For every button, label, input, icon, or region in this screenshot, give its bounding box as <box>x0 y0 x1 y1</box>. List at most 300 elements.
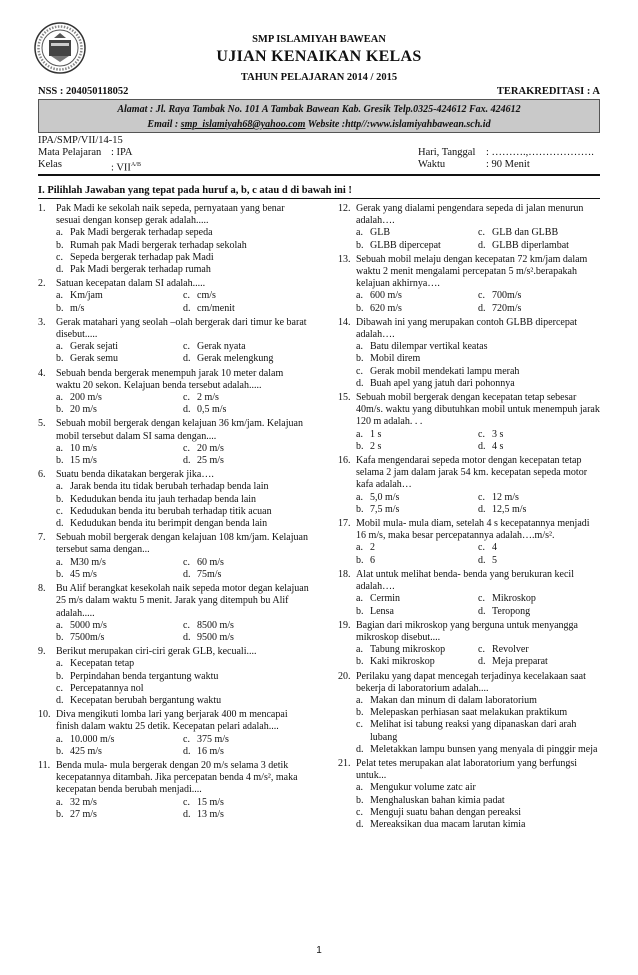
answer-option[interactable] <box>356 656 478 668</box>
answer-option[interactable] <box>338 807 600 819</box>
answer-option[interactable] <box>478 606 600 618</box>
option-letter: a. <box>56 442 63 454</box>
option-letter: b. <box>356 440 364 452</box>
option-letter: a. <box>356 542 363 554</box>
option-text: GLB dan GLBB <box>492 227 559 239</box>
question-item <box>338 203 600 252</box>
option-letter: b. <box>356 605 364 617</box>
question-text: Berikut merupakan ciri-ciri gerak GLB, kecuali.... <box>56 646 257 658</box>
answer-option[interactable] <box>356 644 478 656</box>
answer-option[interactable] <box>356 290 478 302</box>
answer-option[interactable] <box>183 303 310 315</box>
question-item <box>338 254 600 315</box>
answer-option[interactable] <box>56 734 183 746</box>
option-letter: a. <box>356 341 363 353</box>
question-line <box>338 620 600 644</box>
option-letter: c. <box>478 542 485 554</box>
question-number: 11. <box>38 759 51 771</box>
question-item <box>338 758 600 831</box>
option-text: 0,5 m/s <box>197 404 227 416</box>
option-row <box>38 404 310 416</box>
option-row <box>38 443 310 455</box>
question-number: 12. <box>338 203 351 214</box>
option-letter: d. <box>356 743 364 755</box>
option-text: GLBB dipercepat <box>370 239 441 251</box>
option-text: 13 m/s <box>197 808 224 820</box>
answer-option[interactable] <box>183 734 310 746</box>
option-letter: b. <box>56 493 64 505</box>
answer-option[interactable] <box>38 506 310 518</box>
answer-option[interactable] <box>38 252 310 264</box>
question-number: 16. <box>338 455 351 467</box>
option-text: 720m/s <box>492 302 522 314</box>
option-row <box>38 353 310 365</box>
answer-option[interactable] <box>356 606 478 618</box>
option-text: 15 m/s <box>197 796 224 808</box>
question-item <box>38 278 310 315</box>
question-line <box>38 368 310 392</box>
answer-option[interactable] <box>183 455 310 467</box>
option-text: 12 m/s <box>492 491 519 503</box>
option-text: Lensa <box>370 605 394 617</box>
answer-option[interactable] <box>478 656 600 668</box>
question-number: 13. <box>338 253 351 265</box>
option-text: 620 m/s <box>370 302 402 314</box>
answer-option[interactable] <box>356 227 478 239</box>
option-row <box>38 569 310 581</box>
question-number: 6. <box>38 469 46 481</box>
option-text: 375 m/s <box>197 733 229 745</box>
question-item <box>338 455 600 516</box>
answer-option[interactable] <box>338 378 600 390</box>
accreditation: TERAKREDITASI : A <box>496 86 600 97</box>
answer-option[interactable] <box>478 290 600 302</box>
option-text: 45 m/s <box>70 568 97 580</box>
option-text: Revolver <box>492 644 529 656</box>
option-text: Kedudukan benda itu jauh terhadap benda lain <box>70 493 257 505</box>
answer-option[interactable] <box>56 443 183 455</box>
answer-option[interactable] <box>38 227 310 239</box>
option-text: 8500 m/s <box>197 619 234 631</box>
question-text: Pak Madi ke sekolah naik sepeda, pernyataan yang benar sesuai dengan konsep gerak adalah..... <box>56 203 285 227</box>
option-text: 4 <box>492 542 497 554</box>
answer-option[interactable] <box>38 264 310 276</box>
option-letter: c. <box>478 593 485 605</box>
option-letter: a. <box>56 481 63 493</box>
answer-option[interactable] <box>183 746 310 758</box>
option-letter: b. <box>56 568 64 580</box>
subject-label: Mata Pelajaran <box>38 147 102 158</box>
answer-option[interactable] <box>338 795 600 807</box>
answer-option[interactable] <box>56 797 183 809</box>
page-number: 1 <box>316 945 322 956</box>
answer-option[interactable] <box>478 555 600 567</box>
option-letter: a. <box>356 694 363 706</box>
question-number: 7. <box>38 532 46 544</box>
question-line <box>338 671 600 695</box>
answer-option[interactable] <box>56 746 183 758</box>
answer-option[interactable] <box>356 441 478 453</box>
option-row <box>338 542 600 554</box>
option-text: 75m/s <box>197 568 222 580</box>
option-text: Mikroskop <box>492 593 536 605</box>
option-text: 10.000 m/s <box>70 733 115 745</box>
answer-option[interactable] <box>338 366 600 378</box>
option-letter: c. <box>56 682 63 694</box>
answer-option[interactable] <box>478 593 600 605</box>
answer-option[interactable] <box>356 303 478 315</box>
option-letter: a. <box>56 796 63 808</box>
option-row <box>38 303 310 315</box>
answer-option[interactable] <box>56 455 183 467</box>
option-letter: c. <box>356 365 363 377</box>
option-text: cm/menit <box>197 302 235 314</box>
option-text: Sepeda bergerak terhadap pak Madi <box>70 251 214 263</box>
option-letter: b. <box>356 656 364 668</box>
option-row <box>38 620 310 632</box>
answer-option[interactable] <box>183 569 310 581</box>
instruction: I. Pilihlah Jawaban yang tepat pada huruf a, b, c atau d di bawah ini ! <box>38 185 352 196</box>
option-text: 5,0 m/s <box>370 491 400 503</box>
option-letter: d. <box>183 353 191 365</box>
answer-option[interactable] <box>56 404 183 416</box>
class-value: : VII <box>111 162 131 174</box>
option-letter: c. <box>183 392 190 404</box>
option-row <box>338 555 600 567</box>
answer-option[interactable] <box>183 797 310 809</box>
option-text: 3 s <box>492 428 504 440</box>
option-text: Gerak semu <box>70 353 119 365</box>
option-letter: b. <box>56 631 64 643</box>
option-text: Mereaksikan dua macam larutan kimia <box>370 818 526 830</box>
answer-option[interactable] <box>38 683 310 695</box>
answer-option[interactable] <box>338 782 600 794</box>
option-row <box>38 734 310 746</box>
question-text: Sebuah benda bergerak menempuh jarak 10 meter dalam waktu 20 sekon. Kelajuan benda tersebut adalah..... <box>56 367 284 391</box>
question-number: 8. <box>38 583 46 595</box>
answer-option[interactable] <box>38 481 310 493</box>
question-text: Benda mula- mula bergerak dengan 20 m/s selama 3 detik kecepatannya ditambah. Jika percepatan benda 4 m/s², maka kecepatan benda berubah menjadi.... <box>56 759 298 796</box>
answer-option[interactable] <box>183 392 310 404</box>
option-row <box>338 644 600 656</box>
option-row <box>338 240 600 252</box>
question-item <box>38 317 310 366</box>
question-text: Pelat tetes merupakan alat laboratorium yang berfungsi untuk... <box>356 757 578 782</box>
option-text: 700m/s <box>492 290 522 302</box>
option-text: Kedudukan benda itu berubah terhadap titik acuan <box>70 505 272 517</box>
question-text: Suatu benda dikatakan bergerak jika…. <box>56 469 214 481</box>
answer-option[interactable] <box>56 290 183 302</box>
question-item <box>38 368 310 417</box>
question-line <box>38 532 310 556</box>
question-number: 10. <box>38 709 51 721</box>
answer-option[interactable] <box>356 429 478 441</box>
date-label: Hari, Tanggal <box>418 147 476 158</box>
option-text: 60 m/s <box>197 556 224 568</box>
question-item <box>38 532 310 581</box>
option-letter: c. <box>183 442 190 454</box>
question-item <box>38 418 310 467</box>
answer-option[interactable] <box>356 240 478 252</box>
answer-option[interactable] <box>183 353 310 365</box>
answer-option[interactable] <box>183 620 310 632</box>
answer-option[interactable] <box>338 744 600 756</box>
answer-option[interactable] <box>338 695 600 707</box>
question-item <box>338 317 600 390</box>
option-row <box>38 632 310 644</box>
option-letter: d. <box>478 605 486 617</box>
answer-option[interactable] <box>183 557 310 569</box>
answer-option[interactable] <box>56 303 183 315</box>
academic-year: TAHUN PELAJARAN 2014 / 2015 <box>240 72 398 83</box>
answer-option[interactable] <box>56 809 183 821</box>
question-number: 21. <box>338 757 351 769</box>
answer-option[interactable] <box>478 240 600 252</box>
answer-option[interactable] <box>478 504 600 516</box>
question-text: Satuan kecepatan dalam SI adalah..... <box>56 278 206 290</box>
question-number: 20. <box>338 670 351 682</box>
question-item <box>38 646 310 707</box>
option-letter: d. <box>183 745 191 757</box>
answer-option[interactable] <box>56 632 183 644</box>
question-number: 9. <box>38 646 46 658</box>
question-text: Mobil mula- mula diam, setelah 4 s kecepatannya menjadi 16 m/s, maka besar percepatannya adalah….m/s². <box>356 518 590 542</box>
subject-value: : IPA <box>111 147 133 158</box>
question-item <box>38 760 310 821</box>
option-letter: b. <box>356 302 364 314</box>
option-letter: c. <box>56 505 63 517</box>
option-letter: a. <box>56 227 63 239</box>
option-text: GLBB diperlambat <box>492 239 569 251</box>
answer-option[interactable] <box>38 658 310 670</box>
answer-option[interactable] <box>56 341 183 353</box>
question-item <box>38 469 310 530</box>
question-item <box>38 583 310 644</box>
question-line <box>38 203 310 227</box>
option-letter: d. <box>183 808 191 820</box>
answer-option[interactable] <box>356 593 478 605</box>
option-row <box>38 797 310 809</box>
answer-option[interactable] <box>183 404 310 416</box>
option-letter: a. <box>56 658 63 670</box>
option-text: 4 s <box>492 440 504 452</box>
option-text: Melihat isi tabung reaksi yang dipanaskan dari arah lubang <box>370 719 577 743</box>
option-text: Kecepatan berubah bergantung waktu <box>70 694 222 706</box>
option-text: Pak Madi bergerak terhadap sepeda <box>70 227 213 239</box>
question-text: Kafa mengendarai sepeda motor dengan kecepatan tetap selama 2 jam dalam jarak 54 km. kecepatan sepeda motor kafa adalah… <box>356 455 588 491</box>
option-row <box>38 455 310 467</box>
answer-option[interactable] <box>38 240 310 252</box>
option-text: 20 m/s <box>70 404 97 416</box>
answer-option[interactable] <box>38 494 310 506</box>
question-line <box>38 709 310 733</box>
question-text: Bu Alif berangkat kesekolah naik sepeda motor degan kelajuan 25 m/s dalam waktu 5 menit. Jarak yang ditempuh bu Alif adalah..... <box>56 583 309 619</box>
option-letter: d. <box>183 568 191 580</box>
option-letter: c. <box>56 251 63 263</box>
answer-option[interactable] <box>478 492 600 504</box>
answer-option[interactable] <box>183 632 310 644</box>
question-line <box>38 418 310 442</box>
option-letter: b. <box>56 808 64 820</box>
question-text: Diva mengikuti lomba lari yang berjarak 400 m mencapai finish dalam waktu 25 detik. Kecepatan pelari adalah.... <box>56 709 288 733</box>
option-row <box>38 341 310 353</box>
email-link[interactable]: smp_islamiyah68@yahoo.com <box>180 119 306 130</box>
option-text: 2 <box>370 542 375 554</box>
option-letter: a. <box>56 341 63 353</box>
option-text: Teropong <box>492 605 531 617</box>
address-box <box>38 99 600 133</box>
answer-option[interactable] <box>183 341 310 353</box>
option-text: Menghaluskan bahan kimia padat <box>370 794 505 806</box>
option-text: Tabung mikroskop <box>370 644 446 656</box>
answer-option[interactable] <box>356 504 478 516</box>
option-text: Mengukur volume zatc air <box>370 782 476 794</box>
answer-option[interactable] <box>183 809 310 821</box>
option-letter: c. <box>478 428 485 440</box>
answer-option[interactable] <box>56 353 183 365</box>
answer-option[interactable] <box>38 518 310 530</box>
question-line <box>338 455 600 492</box>
answer-option[interactable] <box>478 441 600 453</box>
address-line: Alamat : Jl. Raya Tambak No. 101 A Tambak Bawean Kab. Gresik Telp.0325-424612 Fax. 424612 <box>117 104 521 115</box>
option-text: Meja preparat <box>492 656 548 668</box>
questions-left-column <box>38 203 310 821</box>
class-sup: A/B <box>130 162 141 168</box>
option-letter: b. <box>56 353 64 365</box>
option-row <box>338 606 600 618</box>
answer-option[interactable] <box>183 290 310 302</box>
option-letter: d. <box>56 264 64 276</box>
option-letter: b. <box>56 302 64 314</box>
answer-option[interactable] <box>356 555 478 567</box>
answer-option[interactable] <box>338 353 600 365</box>
answer-option[interactable] <box>478 644 600 656</box>
option-row <box>338 441 600 453</box>
question-item <box>38 709 310 758</box>
answer-option[interactable] <box>338 707 600 719</box>
option-text: m/s <box>70 302 85 314</box>
option-text: Jarak benda itu tidak berubah terhadap benda lain <box>70 481 269 493</box>
option-letter: a. <box>56 733 63 745</box>
option-letter: b. <box>356 353 364 365</box>
option-text: Gerak mobil mendekati lampu merah <box>370 365 520 377</box>
option-letter: b. <box>356 503 364 515</box>
question-line <box>38 278 310 290</box>
option-text: Meletakkan lampu bunsen yang menyala di pinggir meja <box>370 743 598 755</box>
answer-option[interactable] <box>478 227 600 239</box>
option-letter: a. <box>356 491 363 503</box>
option-letter: b. <box>356 794 364 806</box>
option-text: 10 m/s <box>70 442 97 454</box>
option-letter: d. <box>183 631 191 643</box>
class-field <box>111 159 141 175</box>
option-text: Km/jam <box>70 290 103 302</box>
option-text: 32 m/s <box>70 796 97 808</box>
answer-option[interactable] <box>478 303 600 315</box>
option-letter: d. <box>183 404 191 416</box>
question-item <box>338 620 600 669</box>
option-letter: c. <box>183 733 190 745</box>
option-text: 5000 m/s <box>70 619 107 631</box>
question-number: 4. <box>38 367 46 379</box>
question-line <box>338 254 600 291</box>
answer-option[interactable] <box>338 341 600 353</box>
option-text: Rumah pak Madi bergerak terhadap sekolah <box>70 239 247 251</box>
option-letter: b. <box>356 554 364 566</box>
option-text: 9500 m/s <box>197 631 234 643</box>
answer-option[interactable] <box>338 819 600 831</box>
answer-option[interactable] <box>56 392 183 404</box>
option-letter: b. <box>56 745 64 757</box>
option-text: 7,5 m/s <box>370 503 400 515</box>
exam-code: IPA/SMP/VII/14-15 <box>38 135 123 146</box>
option-text: Batu dilempar vertikal keatas <box>370 341 488 353</box>
option-text: 16 m/s <box>197 745 224 757</box>
option-row <box>338 593 600 605</box>
question-number: 1. <box>38 203 46 214</box>
option-letter: c. <box>183 619 190 631</box>
time-label: Waktu <box>418 159 446 170</box>
option-text: 6 <box>370 554 375 566</box>
option-letter: b. <box>56 455 64 467</box>
option-text: 27 m/s <box>70 808 97 820</box>
option-text: Makan dan minum di dalam laboratorium <box>370 694 537 706</box>
question-item <box>338 671 600 756</box>
option-letter: d. <box>478 503 486 515</box>
instruction-rule <box>38 198 600 199</box>
school-name: SMP ISLAMIYAH BAWEAN <box>252 34 386 45</box>
option-text: 12,5 m/s <box>492 503 527 515</box>
answer-option[interactable] <box>56 620 183 632</box>
option-letter: d. <box>478 656 486 668</box>
question-text: Perilaku yang dapat mencegah terjadinya kecelakaan saat bekerja di laboratorium adalah.... <box>356 670 586 694</box>
question-number: 15. <box>338 392 351 404</box>
option-letter: a. <box>56 556 63 568</box>
option-text: Kaki mikroskop <box>370 656 435 668</box>
option-letter: b. <box>56 670 64 682</box>
answer-option[interactable] <box>356 542 478 554</box>
question-line <box>38 469 310 481</box>
answer-option[interactable] <box>38 671 310 683</box>
option-letter: c. <box>183 796 190 808</box>
answer-option[interactable] <box>38 695 310 707</box>
answer-option[interactable] <box>356 492 478 504</box>
answer-option[interactable] <box>478 542 600 554</box>
answer-option[interactable] <box>183 443 310 455</box>
option-row <box>38 557 310 569</box>
question-number: 19. <box>338 619 351 631</box>
header-rule <box>38 174 600 176</box>
option-row <box>38 392 310 404</box>
answer-option[interactable] <box>478 429 600 441</box>
option-letter: b. <box>56 239 64 251</box>
option-letter: a. <box>356 782 363 794</box>
option-text: Gerak sejati <box>70 341 119 353</box>
option-text: Buah apel yang jatuh dari pohonnya <box>370 377 515 389</box>
option-text: Gerak nyata <box>197 341 246 353</box>
option-text: 25 m/s <box>197 455 224 467</box>
question-text: Bagian dari mikroskop yang berguna untuk menyangga mikroskop disebut.... <box>356 619 578 643</box>
question-text: Alat untuk melihat benda- benda yang berukuran kecil adalah…. <box>356 568 574 593</box>
answer-option[interactable] <box>56 569 183 581</box>
answer-option[interactable] <box>56 557 183 569</box>
question-line <box>338 392 600 429</box>
answer-option[interactable] <box>338 719 600 743</box>
option-text: 1 s <box>370 428 382 440</box>
nss-number: NSS : 204050118052 <box>38 86 129 97</box>
option-text: 7500m/s <box>70 631 105 643</box>
option-text: 5 <box>492 554 497 566</box>
